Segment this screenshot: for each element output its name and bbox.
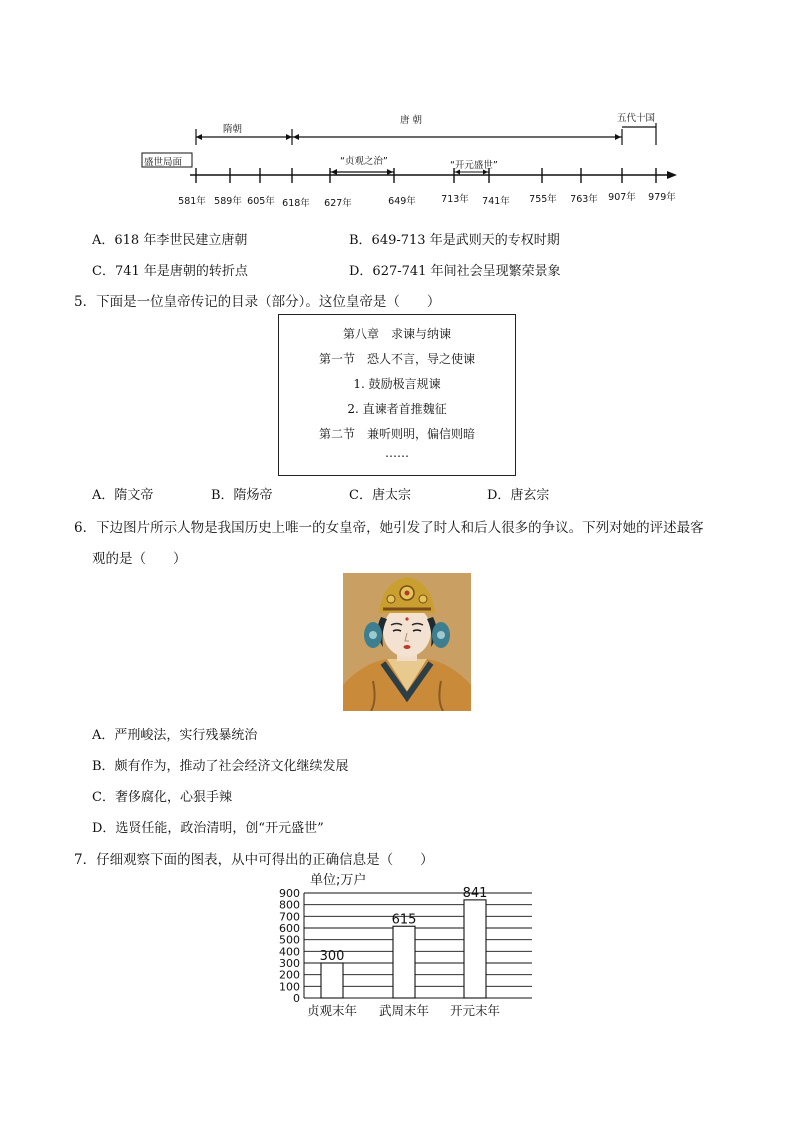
toc-box bbox=[278, 314, 516, 476]
label-sui: 隋朝 bbox=[223, 124, 243, 135]
tang-arrow-left bbox=[293, 134, 299, 140]
bar bbox=[393, 926, 415, 998]
q7-stem: 7．仔细观察下面的图表，从中可得出的正确信息是（ ） bbox=[74, 852, 434, 868]
x-category-label: 贞观末年 bbox=[306, 1003, 358, 1018]
q6-option-c[interactable]: C．奢侈腐化，心狠手辣 bbox=[92, 790, 232, 805]
year-label: 581年 bbox=[178, 196, 206, 207]
chart-title: 单位;万户 bbox=[310, 873, 367, 888]
year-label: 713年 bbox=[441, 194, 469, 205]
x-category-label: 武周末年 bbox=[378, 1003, 430, 1018]
year-label: 605年 bbox=[247, 196, 275, 207]
label-zhenguan: “贞观之治” bbox=[340, 156, 388, 167]
q6-stem-line2: 观的是（ ） bbox=[92, 551, 187, 567]
time-axis-arrow bbox=[667, 171, 677, 179]
toc-chapter: 第八章 求谏与纳谏 bbox=[342, 327, 451, 341]
label-five-dynasties: 五代十国 bbox=[617, 113, 656, 124]
q5-option-b[interactable]: B．隋炀帝 bbox=[211, 488, 273, 503]
bar bbox=[464, 900, 486, 998]
tang-arrow-right bbox=[615, 134, 621, 140]
year-label: 618年 bbox=[282, 198, 310, 209]
q5-option-d[interactable]: D．唐玄宗 bbox=[487, 488, 550, 503]
label-kaiyuan: “开元盛世” bbox=[450, 160, 498, 171]
year-label: 907年 bbox=[608, 192, 636, 203]
toc-section-1: 第一节 恐人不言，导之使谏 bbox=[318, 352, 475, 366]
sui-arrow-right bbox=[286, 134, 292, 140]
toc-ellipsis: …… bbox=[385, 446, 409, 460]
q6-option-b[interactable]: B．颇有作为，推动了社会经济文化继续发展 bbox=[92, 759, 349, 774]
year-label: 741年 bbox=[482, 196, 510, 207]
year-label: 979年 bbox=[648, 192, 676, 203]
y-tick-label: 600 bbox=[279, 922, 300, 935]
chart-bars bbox=[320, 886, 488, 998]
toc-item-2: 2. 直谏者首推魏征 bbox=[347, 402, 447, 416]
y-tick-label: 700 bbox=[279, 910, 300, 924]
y-tick-label: 500 bbox=[279, 933, 300, 947]
empress-portrait bbox=[343, 573, 471, 711]
households-bar-chart bbox=[270, 866, 550, 1024]
q6-stem-line1: 6．下边图片所示人物是我国历史上唯一的女皇帝，她引发了时人和后人很多的争议。下列对她的评述最客 bbox=[74, 520, 704, 536]
y-tick-label: 100 bbox=[279, 980, 300, 994]
q4-option-d[interactable]: D．627-741 年间社会呈现繁荣景象 bbox=[349, 264, 561, 279]
bar-data-label: 841 bbox=[462, 885, 488, 901]
y-tick-label: 900 bbox=[279, 887, 300, 900]
bar bbox=[321, 963, 343, 998]
q6-option-d[interactable]: D．选贤任能，政治清明，创“开元盛世” bbox=[92, 821, 324, 836]
year-label: 649年 bbox=[388, 196, 416, 207]
q4-option-a[interactable]: A．618 年李世民建立唐朝 bbox=[92, 233, 248, 248]
q4-option-c[interactable]: C．741 年是唐朝的转折点 bbox=[92, 264, 248, 279]
sui-arrow-left bbox=[196, 134, 202, 140]
y-tick-label: 400 bbox=[279, 945, 300, 959]
year-label: 763年 bbox=[570, 194, 598, 205]
bar-data-label: 300 bbox=[319, 949, 345, 964]
y-tick-label: 0 bbox=[293, 992, 300, 1005]
x-category-label: 开元末年 bbox=[449, 1003, 501, 1018]
q5-option-c[interactable]: C．唐太宗 bbox=[349, 488, 411, 503]
label-prosperity: 盛世局面 bbox=[144, 157, 183, 168]
q5-option-a[interactable]: A．隋文帝 bbox=[92, 488, 154, 503]
q6-option-a[interactable]: A．严刑峻法，实行残暴统治 bbox=[92, 728, 258, 743]
bar-data-label: 615 bbox=[391, 912, 417, 928]
y-tick-label: 300 bbox=[279, 957, 300, 970]
year-label: 755年 bbox=[529, 194, 557, 205]
y-tick-label: 200 bbox=[279, 968, 300, 982]
q5-stem: 5．下面是一位皇帝传记的目录（部分）。这位皇帝是（ ） bbox=[74, 294, 441, 310]
q4-option-b[interactable]: B．649-713 年是武则天的专权时期 bbox=[349, 233, 560, 248]
label-tang: 唐 朝 bbox=[400, 115, 423, 126]
toc-section-2: 第二节 兼听则明，偏信则暗 bbox=[318, 427, 475, 441]
chart-x-labels bbox=[307, 1003, 500, 1018]
year-label: 589年 bbox=[214, 196, 242, 207]
toc-item-1: 1. 鼓励极言规谏 bbox=[353, 377, 441, 391]
chart-y-ticks bbox=[279, 887, 300, 1005]
year-label: 627年 bbox=[324, 198, 352, 209]
y-tick-label: 800 bbox=[279, 898, 300, 912]
